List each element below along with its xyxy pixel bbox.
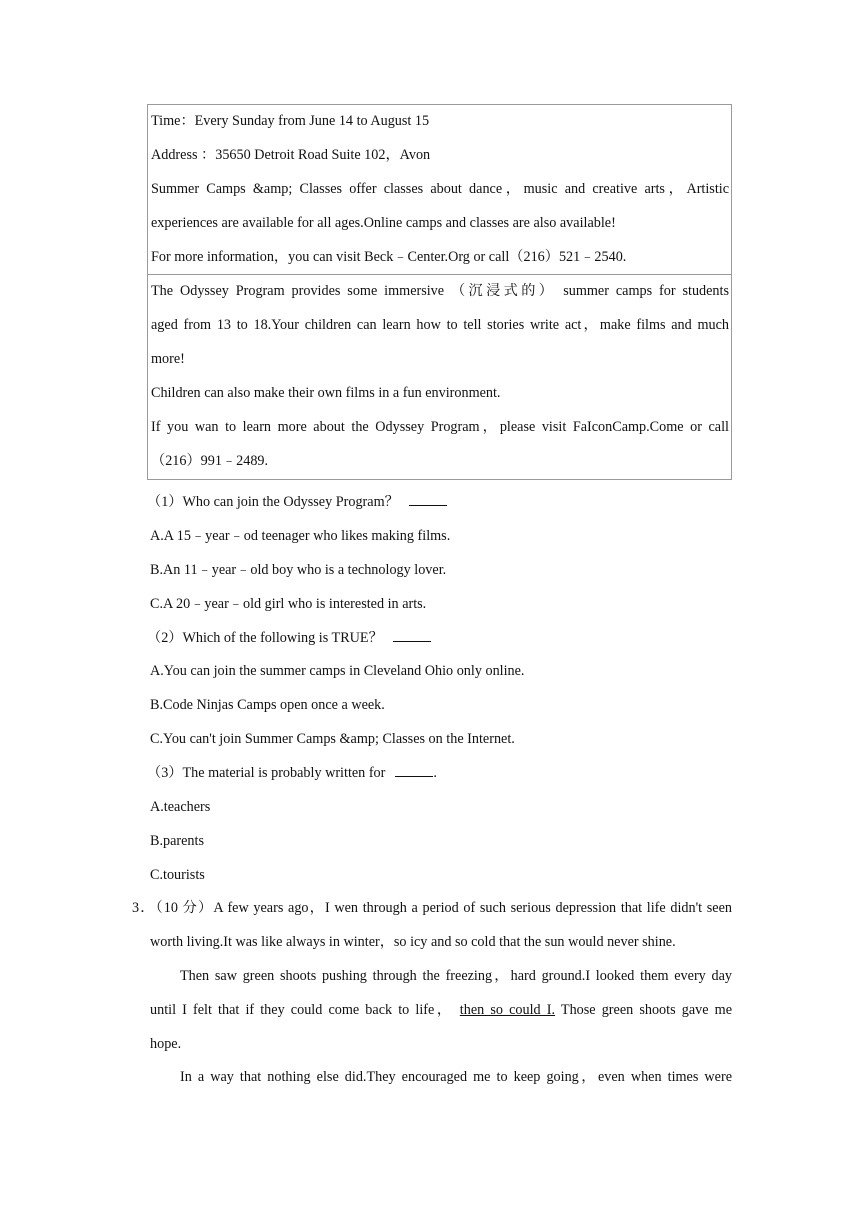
answer-option: B.parents — [150, 832, 204, 849]
passage-text: Those green shoots gave me — [555, 1001, 732, 1018]
answer-blank — [395, 764, 433, 777]
answer-option: A.You can join the summer camps in Cleveland Ohio only online. — [150, 663, 525, 680]
table-cell-beck-center — [148, 105, 731, 274]
answer-blank — [393, 629, 431, 642]
table-line: （216）991﹣2489. — [151, 452, 269, 469]
passage-line — [132, 892, 732, 926]
question-stem — [147, 622, 732, 656]
underlined-phrase: then so could I. — [459, 1001, 556, 1018]
passage-line: In a way that nothing else did.They encouraged me to keep going，even when times were — [180, 1069, 732, 1086]
answer-option: C.A 20﹣year﹣old girl who is interested in arts. — [150, 595, 427, 612]
table-line: If you wan to learn more about the Odyssey Program，please visit FaIconCamp.Come or call — [151, 419, 729, 436]
reading-passage — [132, 892, 732, 1095]
answer-blank — [409, 493, 447, 506]
question-stem-text: （1）Who can join the Odyssey Program？ — [147, 494, 399, 510]
passage-text: until I felt that if they could come back to life， — [150, 1001, 454, 1018]
table-line: For more information，you can visit Beck﹣Center.Org or call（216）521﹣2540. — [151, 248, 627, 265]
table-line: Time：Every Sunday from June 14 to August 15 — [151, 113, 430, 129]
answer-option: C.tourists — [150, 866, 205, 883]
table-line: The Odyssey Program provides some immersive （沉浸式的） summer camps for students — [151, 283, 729, 300]
info-table — [147, 104, 732, 480]
answer-option: A.A 15﹣year﹣od teenager who likes making films. — [150, 527, 451, 544]
question-stem — [147, 757, 732, 791]
passage-line: hope. — [150, 1035, 182, 1052]
table-line: more! — [151, 351, 185, 368]
table-cell-odyssey-program — [148, 274, 731, 478]
table-line: Address ：35650 Detroit Road Suite 102，Avon — [151, 146, 431, 163]
passage-line: Then saw green shoots pushing through the freezing，hard ground.I looked them every day — [180, 967, 732, 984]
passage-line — [132, 994, 732, 1028]
table-line: Children can also make their own films in a fun environment. — [151, 385, 501, 402]
answer-option: A.teachers — [150, 799, 211, 816]
question-stem-text: （2）Which of the following is TRUE？ — [147, 629, 383, 646]
question-stem — [147, 486, 732, 520]
question-list — [147, 486, 732, 893]
table-line: aged from 13 to 18.Your children can learn how to tell stories write act，make films and much — [151, 317, 729, 334]
question-score: （10 分） — [155, 900, 214, 916]
answer-option: B.An 11﹣year﹣old boy who is a technology lover. — [150, 561, 447, 578]
question-stem-suffix: . — [433, 765, 437, 782]
question-stem-text: （3）The material is probably written for — [147, 765, 386, 782]
answer-option: C.You can't join Summer Camps &amp; Classes on the Internet. — [150, 731, 515, 748]
passage-line: worth living.It was like always in winter，so icy and so cold that the sun would never shine. — [150, 933, 676, 950]
question-number: 3． — [132, 900, 156, 916]
passage-text: A few years ago，I wen through a period of such serious depression that life didn't seen — [213, 900, 732, 916]
table-line: Summer Camps &amp; Classes offer classes about dance，music and creative arts，Artistic — [151, 180, 729, 197]
table-line: experiences are available for all ages.Online camps and classes are also available! — [151, 214, 616, 231]
answer-option: B.Code Ninjas Camps open once a week. — [150, 697, 385, 714]
